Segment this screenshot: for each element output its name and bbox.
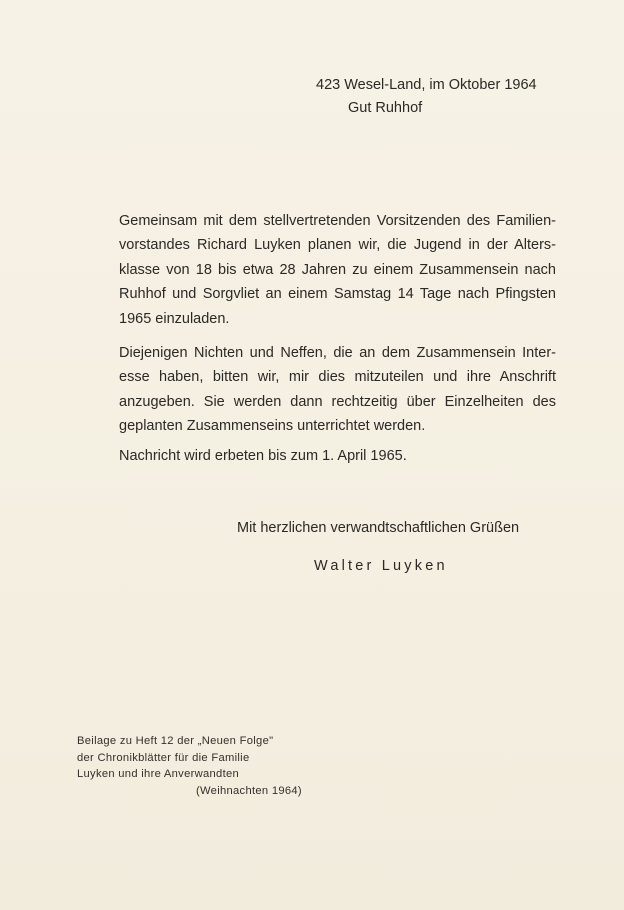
text-line: esse haben, bitten wir, mir dies mitzuteilen und ihre Anschrift bbox=[119, 369, 556, 386]
text-line: Diejenigen Nichten und Neffen, die an dem Zusammensein Inter- bbox=[119, 345, 556, 361]
text-line: 1965 einzuladen. bbox=[119, 310, 230, 327]
text-line: Ruhhof und Sorgvliet an einem Samstag 14 Tage nach Pfingsten bbox=[119, 286, 556, 303]
text-line: Nachricht wird erbeten bis zum 1. April 1965. bbox=[119, 448, 407, 464]
paragraph-invitation bbox=[119, 209, 556, 331]
paragraph-request bbox=[119, 341, 556, 439]
footnote-line: (Weihnachten 1964) bbox=[196, 784, 302, 797]
paragraph-deadline bbox=[119, 444, 556, 468]
footnote-line: Luyken und ihre Anverwandten bbox=[77, 768, 240, 780]
footnote-line: Beilage zu Heft 12 der „Neuen Folge" bbox=[77, 735, 274, 747]
estate-name: Gut Ruhhof bbox=[348, 100, 423, 116]
text-line: vorstandes Richard Luyken planen wir, die Jugend in der Alters- bbox=[119, 237, 556, 254]
text-line: Gemeinsam mit dem stellvertretenden Vorsitzenden des Familien- bbox=[119, 213, 556, 229]
text-line: klasse von 18 bis etwa 28 Jahren zu einem Zusammensein nach bbox=[119, 261, 556, 278]
footnote bbox=[77, 733, 302, 799]
place-date: 423 Wesel-Land, im Oktober 1964 bbox=[316, 77, 537, 93]
text-line: anzugeben. Sie werden dann rechtzeitig über Einzelheiten des bbox=[119, 393, 556, 410]
closing-greeting: Mit herzlichen verwandtschaftlichen Grüßen bbox=[237, 520, 520, 536]
text-line: geplanten Zusammenseins unterrichtet werden. bbox=[119, 418, 426, 435]
signature-name: Walter Luyken bbox=[314, 558, 448, 574]
footnote-line: der Chronikblätter für die Familie bbox=[77, 751, 250, 764]
